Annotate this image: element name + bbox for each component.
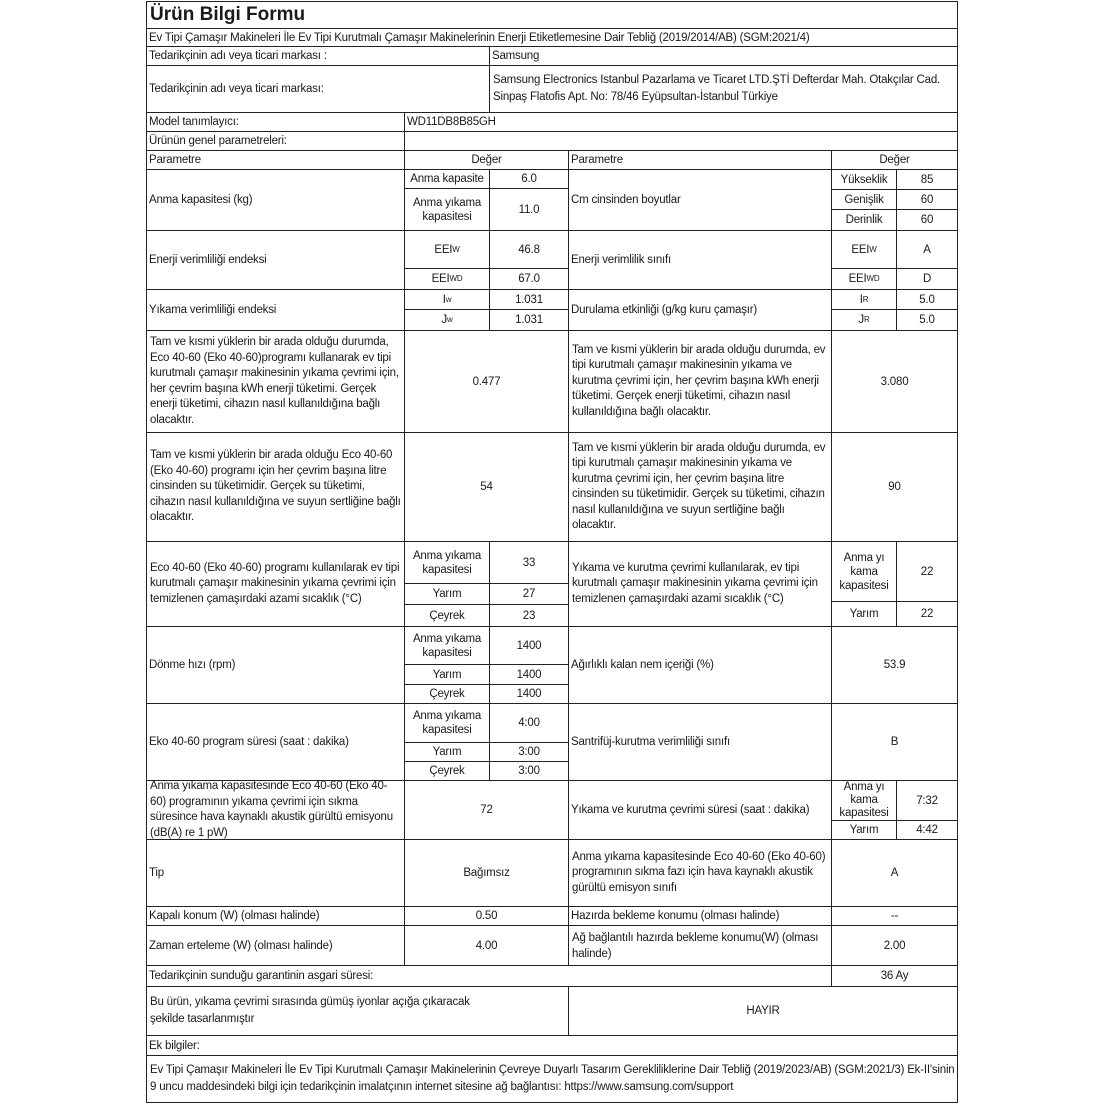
noise-class-value: A bbox=[831, 839, 958, 907]
rinse-subscript: R bbox=[863, 315, 870, 324]
rinse-subscript: R bbox=[862, 294, 869, 304]
wash-eff-subscript: w bbox=[445, 294, 452, 304]
page-title: Ürün Bilgi Formu bbox=[146, 1, 958, 29]
wash-eff-sub-label bbox=[404, 309, 490, 331]
type-value: Bağımsız bbox=[404, 839, 569, 907]
duration-value: 3:00 bbox=[489, 742, 569, 762]
temp-washdry-sub-label: Yarım bbox=[831, 601, 897, 627]
supplier-address-value: Samsung Electronics Istanbul Pazarlama ve Ticaret LTD.ŞTİ Defterdar Mah. Otakçılar Cad. Sinpaş Flatofis Apt. No: 78/46 Eyüpsultan-İstanbul Türkiye bbox=[489, 65, 958, 113]
water-wash-value: 54 bbox=[404, 432, 569, 542]
supplier-address-label: Tedarikçinin adı veya ticari markası: bbox=[146, 65, 490, 113]
eei-label: Enerji verimliliği endeksi bbox=[146, 230, 405, 290]
rinse-sub-text: J bbox=[858, 314, 864, 326]
eei-sub-text: EEI bbox=[434, 243, 453, 256]
eei-sub-label bbox=[404, 230, 490, 269]
washdry-duration-sub-label: Yarım bbox=[831, 820, 897, 840]
extra-info-text: Ev Tipi Çamaşır Makineleri İle Ev Tipi Kurutmalı Çamaşır Makinelerinin Çevreye Duyarlı Tasarım Gerekliliklerine Dair Tebliğ (2019/2023/AB) (SGM:2021/3) Ek-II'sinin 9 uncu maddesindeki bilgi için tedarikçinin imalatçının internet sitesine ağ bağlantısı: https://www.samsung.com/support bbox=[146, 1055, 958, 1103]
rinse-sub-label bbox=[831, 309, 897, 331]
wash-eff-sub-text: I bbox=[442, 293, 446, 306]
regulation-subtitle: Ev Tipi Çamaşır Makineleri İle Ev Tipi Kurutmalı Çamaşır Makinelerinin Enerji Etiketlemesine Dair Tebliğ (2019/2014/AB) (SGM:2021/4) bbox=[146, 28, 958, 47]
energy-class-sub-label bbox=[831, 268, 897, 290]
supplier-name-value: Samsung bbox=[489, 46, 958, 66]
wash-eff-subscript: w bbox=[446, 315, 453, 324]
spin-class-label: Santrifüj-kurutma verimliliği sınıfı bbox=[568, 703, 832, 781]
standby-value: -- bbox=[831, 906, 958, 926]
energy-class-value: A bbox=[896, 230, 958, 269]
capacity-sub-value: 11.0 bbox=[489, 188, 569, 231]
wash-eff-label: Yıkama verimliliği endeksi bbox=[146, 289, 405, 331]
rinse-sub-text: I bbox=[859, 293, 863, 306]
dimension-sub-label: Genişlik bbox=[831, 189, 897, 210]
eei-sub-value: 46.8 bbox=[489, 230, 569, 269]
delay-label: Zaman erteleme (W) (olması halinde) bbox=[146, 925, 405, 966]
eei-sub-label bbox=[404, 268, 490, 290]
delay-value: 4.00 bbox=[404, 925, 569, 966]
rinse-value: 5.0 bbox=[896, 309, 958, 331]
energy-class-subscript: WD bbox=[866, 274, 880, 283]
spin-value: 1400 bbox=[489, 664, 569, 685]
dimensions-label: Cm cinsinden boyutlar bbox=[568, 169, 832, 231]
temp-wash-sub-label: Anma yıkama kapasitesi bbox=[404, 541, 490, 584]
model-label: Model tanımlayıcı: bbox=[146, 112, 405, 132]
duration-value: 3:00 bbox=[489, 761, 569, 781]
rinse-label: Durulama etkinliği (g/kg kuru çamaşır) bbox=[568, 289, 832, 331]
capacity-sub-label: Anma kapasite bbox=[404, 169, 490, 189]
energy-class-sub-text: EEI bbox=[851, 243, 870, 256]
rinse-value: 5.0 bbox=[896, 289, 958, 310]
temp-wash-sub-label: Yarım bbox=[404, 583, 490, 605]
standby-label: Hazırda bekleme konumu (olması halinde) bbox=[568, 906, 832, 926]
header-value-left: Değer bbox=[404, 150, 569, 170]
eei-subscript: W bbox=[452, 244, 460, 254]
network-standby-value: 2.00 bbox=[831, 925, 958, 966]
energy-class-value: D bbox=[896, 268, 958, 290]
washdry-duration-value: 4:42 bbox=[896, 820, 958, 840]
spin-sub-label: Anma yıkama kapasitesi bbox=[404, 626, 490, 665]
off-mode-label: Kapalı konum (W) (olması halinde) bbox=[146, 906, 405, 926]
energy-wash-label: Tam ve kısmi yüklerin bir arada olduğu durumda, Eco 40-60 (Eko 40-60)programı kullanarak ev tipi kurutmalı çamaşır makinesinin yıkama çevrimi için, her çevrim başına kWh enerji tüketimi. Gerçek enerji tüketimi, cihazın nasıl kullanıldığına bağlı olacaktır. bbox=[146, 330, 405, 433]
energy-washdry-label: Tam ve kısmi yüklerin bir arada olduğu durumda, ev tipi kurutmalı çamaşır makinesinin yıkama ve kurutma çevrimi için, her çevrim başına kWh enerji tüketimi. Gerçek enerji tüketimi, cihazın nasıl kullanıldığına bağlı olacaktır. bbox=[568, 330, 832, 433]
general-params-empty bbox=[404, 131, 958, 151]
moisture-value: 53.9 bbox=[831, 626, 958, 704]
energy-washdry-value: 3.080 bbox=[831, 330, 958, 433]
header-value-right: Değer bbox=[831, 150, 958, 170]
temp-washdry-sub-label: Anma yı kama kapasitesi bbox=[831, 541, 897, 602]
spin-value: 1400 bbox=[489, 684, 569, 704]
silver-ions-label: Bu ürün, yıkama çevrimi sırasında gümüş iyonlar açığa çıkaracak şekilde tasarlanmıştır bbox=[146, 986, 569, 1036]
supplier-name-label: Tedarikçinin adı veya ticari markası : bbox=[146, 46, 490, 66]
header-param-left: Parametre bbox=[146, 150, 405, 170]
capacity-sub-value: 6.0 bbox=[489, 169, 569, 189]
header-param-right: Parametre bbox=[568, 150, 832, 170]
capacity-sub-label: Anma yıkama kapasitesi bbox=[404, 188, 490, 231]
washdry-duration-sub-label: Anma yı kama kapasitesi bbox=[831, 780, 897, 821]
capacity-label: Anma kapasitesi (kg) bbox=[146, 169, 405, 231]
duration-value: 4:00 bbox=[489, 703, 569, 743]
water-washdry-label: Tam ve kısmi yüklerin bir arada olduğu durumda, ev tipi kurutmalı çamaşır makinesinin yıkama ve kurutma çevrimi için, her çevrim başına litre cinsinden su tüketimidir. Gerçek su tüketimi, cihazın nasıl kullanıldığına ve suyun sertliğine bağlı olacaktır. bbox=[568, 432, 832, 542]
rinse-sub-label bbox=[831, 289, 897, 310]
wash-eff-sub-label bbox=[404, 289, 490, 310]
washdry-duration-label: Yıkama ve kurutma çevrimi süresi (saat : dakika) bbox=[568, 780, 832, 840]
spin-sub-label: Yarım bbox=[404, 664, 490, 685]
energy-class-sub-label bbox=[831, 230, 897, 269]
temp-wash-value: 23 bbox=[489, 604, 569, 627]
temp-wash-value: 33 bbox=[489, 541, 569, 584]
dimension-sub-label: Derinlik bbox=[831, 209, 897, 231]
duration-label: Eko 40-60 program süresi (saat : dakika) bbox=[146, 703, 405, 781]
dimension-sub-value: 85 bbox=[896, 169, 958, 190]
noise-class-label: Anma yıkama kapasitesinde Eco 40-60 (Eko 40-60) programının sıkma fazı için hava kaynaklı akustik gürültü emisyon sınıfı bbox=[568, 839, 832, 907]
energy-class-sub-text: EEI bbox=[848, 273, 867, 285]
temp-wash-label: Eco 40-60 (Eko 40-60) programı kullanılarak ev tipi kurutmalı çamaşır makinesinin yıkama çevrimi için temizlenen çamaşırdaki azami sıcaklık (°C) bbox=[146, 541, 405, 627]
spin-class-value: B bbox=[831, 703, 958, 781]
dimension-sub-label: Yükseklik bbox=[831, 169, 897, 190]
network-standby-label: Ağ bağlantılı hazırda bekleme konumu(W) (olması halinde) bbox=[568, 925, 832, 966]
temp-washdry-value: 22 bbox=[896, 601, 958, 627]
moisture-label: Ağırlıklı kalan nem içeriği (%) bbox=[568, 626, 832, 704]
eei-sub-value: 67.0 bbox=[489, 268, 569, 290]
off-mode-value: 0.50 bbox=[404, 906, 569, 926]
dimension-sub-value: 60 bbox=[896, 209, 958, 231]
spin-sub-label: Çeyrek bbox=[404, 684, 490, 704]
type-label: Tip bbox=[146, 839, 405, 907]
eei-sub-text: EEI bbox=[431, 273, 450, 285]
wash-eff-value: 1.031 bbox=[489, 289, 569, 310]
spin-label: Dönme hızı (rpm) bbox=[146, 626, 405, 704]
water-wash-label: Tam ve kısmi yüklerin bir arada olduğu Eco 40-60 (Eko 40-60) programı için her çevrim başına litre cinsinden su tüketimidir. Gerçek su tüketimi, cihazın nasıl kullanıldığına ve suyun sertliğine bağlı olacaktır. bbox=[146, 432, 405, 542]
temp-wash-sub-label: Çeyrek bbox=[404, 604, 490, 627]
wash-eff-value: 1.031 bbox=[489, 309, 569, 331]
product-info-sheet bbox=[146, 1, 958, 1103]
duration-sub-label: Yarım bbox=[404, 742, 490, 762]
temp-wash-value: 27 bbox=[489, 583, 569, 605]
warranty-value: 36 Ay bbox=[831, 965, 958, 987]
energy-class-subscript: W bbox=[869, 244, 877, 254]
warranty-label: Tedarikçinin sunduğu garantinin asgari süresi: bbox=[146, 965, 832, 987]
silver-ions-value: HAYIR bbox=[568, 986, 958, 1036]
dimension-sub-value: 60 bbox=[896, 189, 958, 210]
energy-wash-value: 0.477 bbox=[404, 330, 569, 433]
extra-info-label: Ek bilgiler: bbox=[146, 1035, 958, 1056]
temp-washdry-label: Yıkama ve kurutma çevrimi kullanılarak, ev tipi kurutmalı çamaşır makinesinin yıkama çevrimi için temizlenen çamaşırdaki azami sıcaklık (°C) bbox=[568, 541, 832, 627]
wash-eff-sub-text: J bbox=[441, 314, 447, 326]
noise-value: 72 bbox=[404, 780, 569, 840]
spin-value: 1400 bbox=[489, 626, 569, 665]
eei-subscript: WD bbox=[449, 274, 463, 283]
duration-sub-label: Çeyrek bbox=[404, 761, 490, 781]
noise-label: Anma yıkama kapasitesinde Eco 40-60 (Eko 40-60) programının yıkama çevrimi için sıkma süresince hava kaynaklı akustik gürültü emisyonu (dB(A) re 1 pW) bbox=[146, 780, 405, 840]
model-value: WD11DB8B85GH bbox=[404, 112, 958, 132]
duration-sub-label: Anma yıkama kapasitesi bbox=[404, 703, 490, 743]
energy-class-label: Enerji verimlilik sınıfı bbox=[568, 230, 832, 290]
general-params-label: Ürünün genel parametreleri: bbox=[146, 131, 405, 151]
water-washdry-value: 90 bbox=[831, 432, 958, 542]
washdry-duration-value: 7:32 bbox=[896, 780, 958, 821]
temp-washdry-value: 22 bbox=[896, 541, 958, 602]
